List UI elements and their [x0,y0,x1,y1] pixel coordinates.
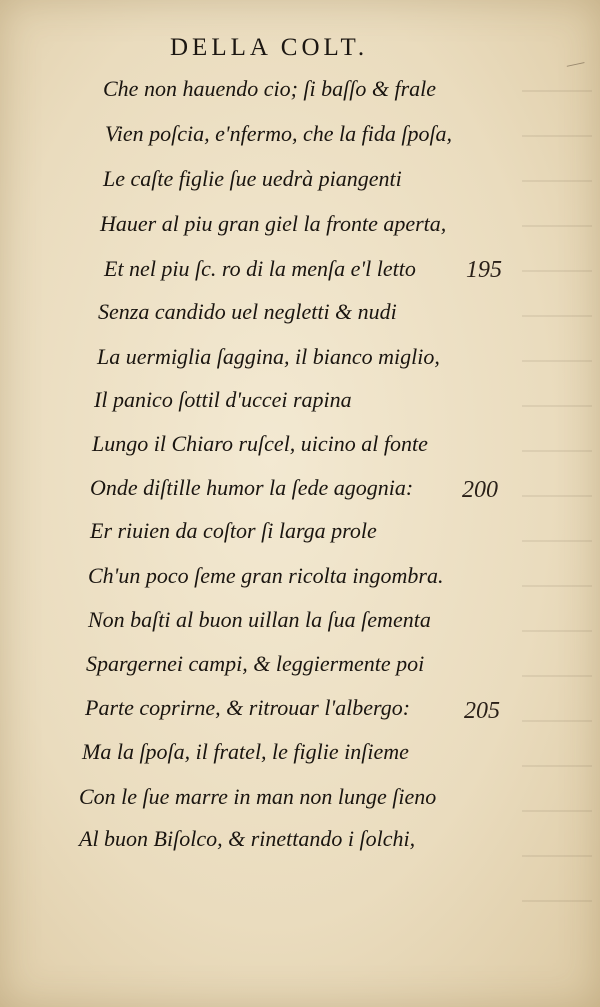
line-number: 200 [462,477,498,503]
running-header: DELLA COLT. [170,34,369,61]
verse-line: Et nel piu ſc. ro di la menſa e'l letto [104,256,416,281]
verse-line: Le caſte figlie ſue uedrà piangenti [103,166,402,191]
verse-line: Vien poſcia, e'nfermo, che la fida ſpoſa, [105,121,453,146]
verse-line: Che non hauendo cio; ſi baſſo & frale [103,76,437,101]
verse-line: Non baſti al buon uillan la ſua ſementa [88,607,431,632]
verse-line: Ma la ſpoſa, il fratel, le figlie inſieme [82,739,409,764]
verse-line: Con le ſue marre in man non lunge ſieno [79,784,437,809]
line-number: 205 [464,698,500,724]
verse-line: Al buon Biſolco, & rinettando i ſolchi, [79,826,416,851]
verse-line: Parte coprirne, & ritrouar l'albergo: [85,695,411,720]
verse-line: Er riuien da coſtor ſi larga prole [90,518,377,543]
verse-line: Ch'un poco ſeme gran ricolta ingombra. [88,563,444,588]
verse-line: Spargernei campi, & leggiermente poi [86,651,425,676]
verse-line: Hauer al piu gran giel la fronte aperta, [100,211,447,236]
verse-line: Il panico ſottil d'uccei rapina [94,387,352,412]
verse-line: La uermiglia ſaggina, il bianco miglio, [97,344,440,369]
line-number: 195 [466,257,502,283]
verse-line: Senza candido uel negletti & nudi [98,299,397,324]
verse-line: Onde diſtille humor la ſede agognia: [90,475,414,500]
show-through-text [522,60,592,920]
verse-line: Lungo il Chiaro ruſcel, uicino al fonte [92,431,428,456]
